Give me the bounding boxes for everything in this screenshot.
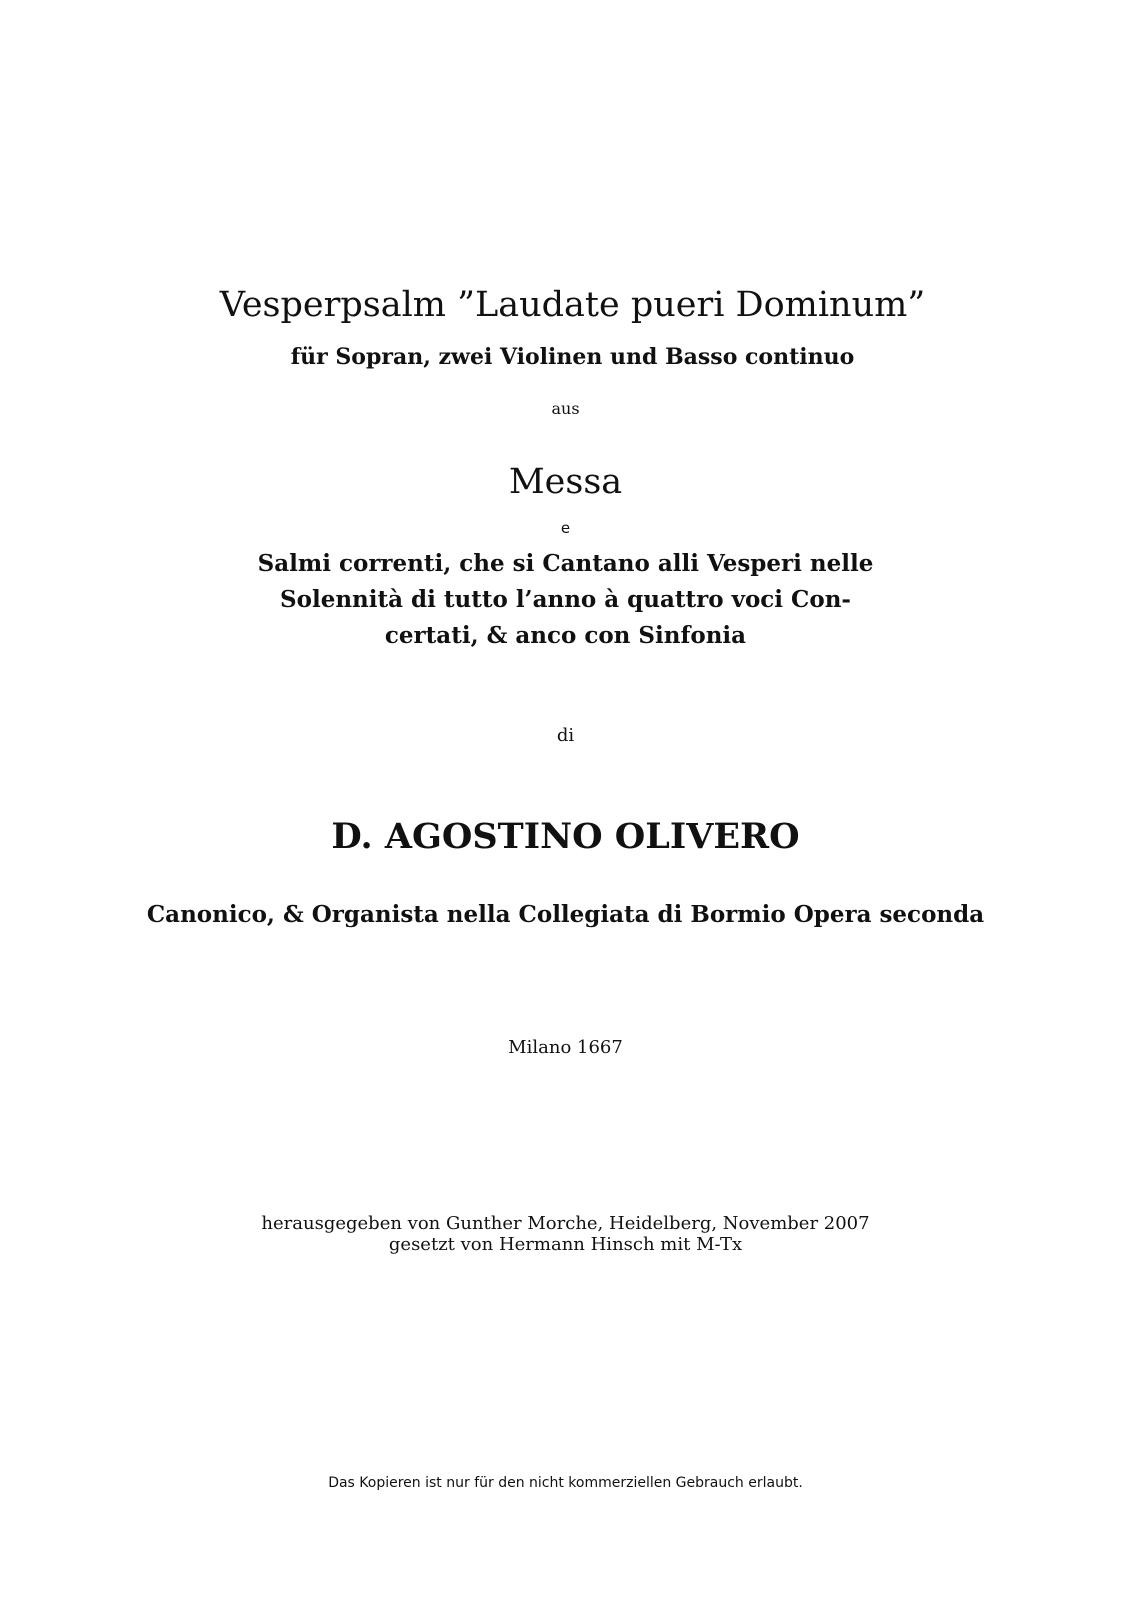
conjunction-label: e [560, 519, 571, 537]
composer-name: D. AGOSTINO OLIVERO [331, 816, 800, 857]
typesetter-credit: gesetzt von Hermann Hinsch mit M-Tx [388, 1234, 743, 1255]
collection-description-line: Salmi correnti, che si Cantano alli Vesperi nelle [257, 550, 874, 577]
work-title: Vesperpsalm ”Laudate pueri Dominum” [219, 285, 926, 325]
editor-credit: herausgegeben von Gunther Morche, Heidelberg, November 2007 [261, 1213, 870, 1234]
place-year: Milano 1667 [508, 1037, 623, 1058]
collection-description-line: certati, & anco con Sinfonia [384, 622, 747, 649]
aus-label: aus [551, 399, 580, 418]
edition-credits [0, 1213, 1131, 1255]
collection-title: Messa [508, 462, 623, 502]
instrumentation-subtitle: für Sopran, zwei Violinen und Basso continuo [290, 344, 855, 370]
di-label: di [556, 725, 575, 746]
collection-description-line: Solennità di tutto l’anno à quattro voci Con- [280, 586, 851, 613]
composer-position: Canonico, & Organista nella Collegiata di Bormio Opera seconda [146, 901, 985, 928]
collection-description [0, 546, 1131, 654]
copyright-note: Das Kopieren ist nur für den nicht kommerziellen Gebrauch erlaubt. [328, 1475, 803, 1491]
